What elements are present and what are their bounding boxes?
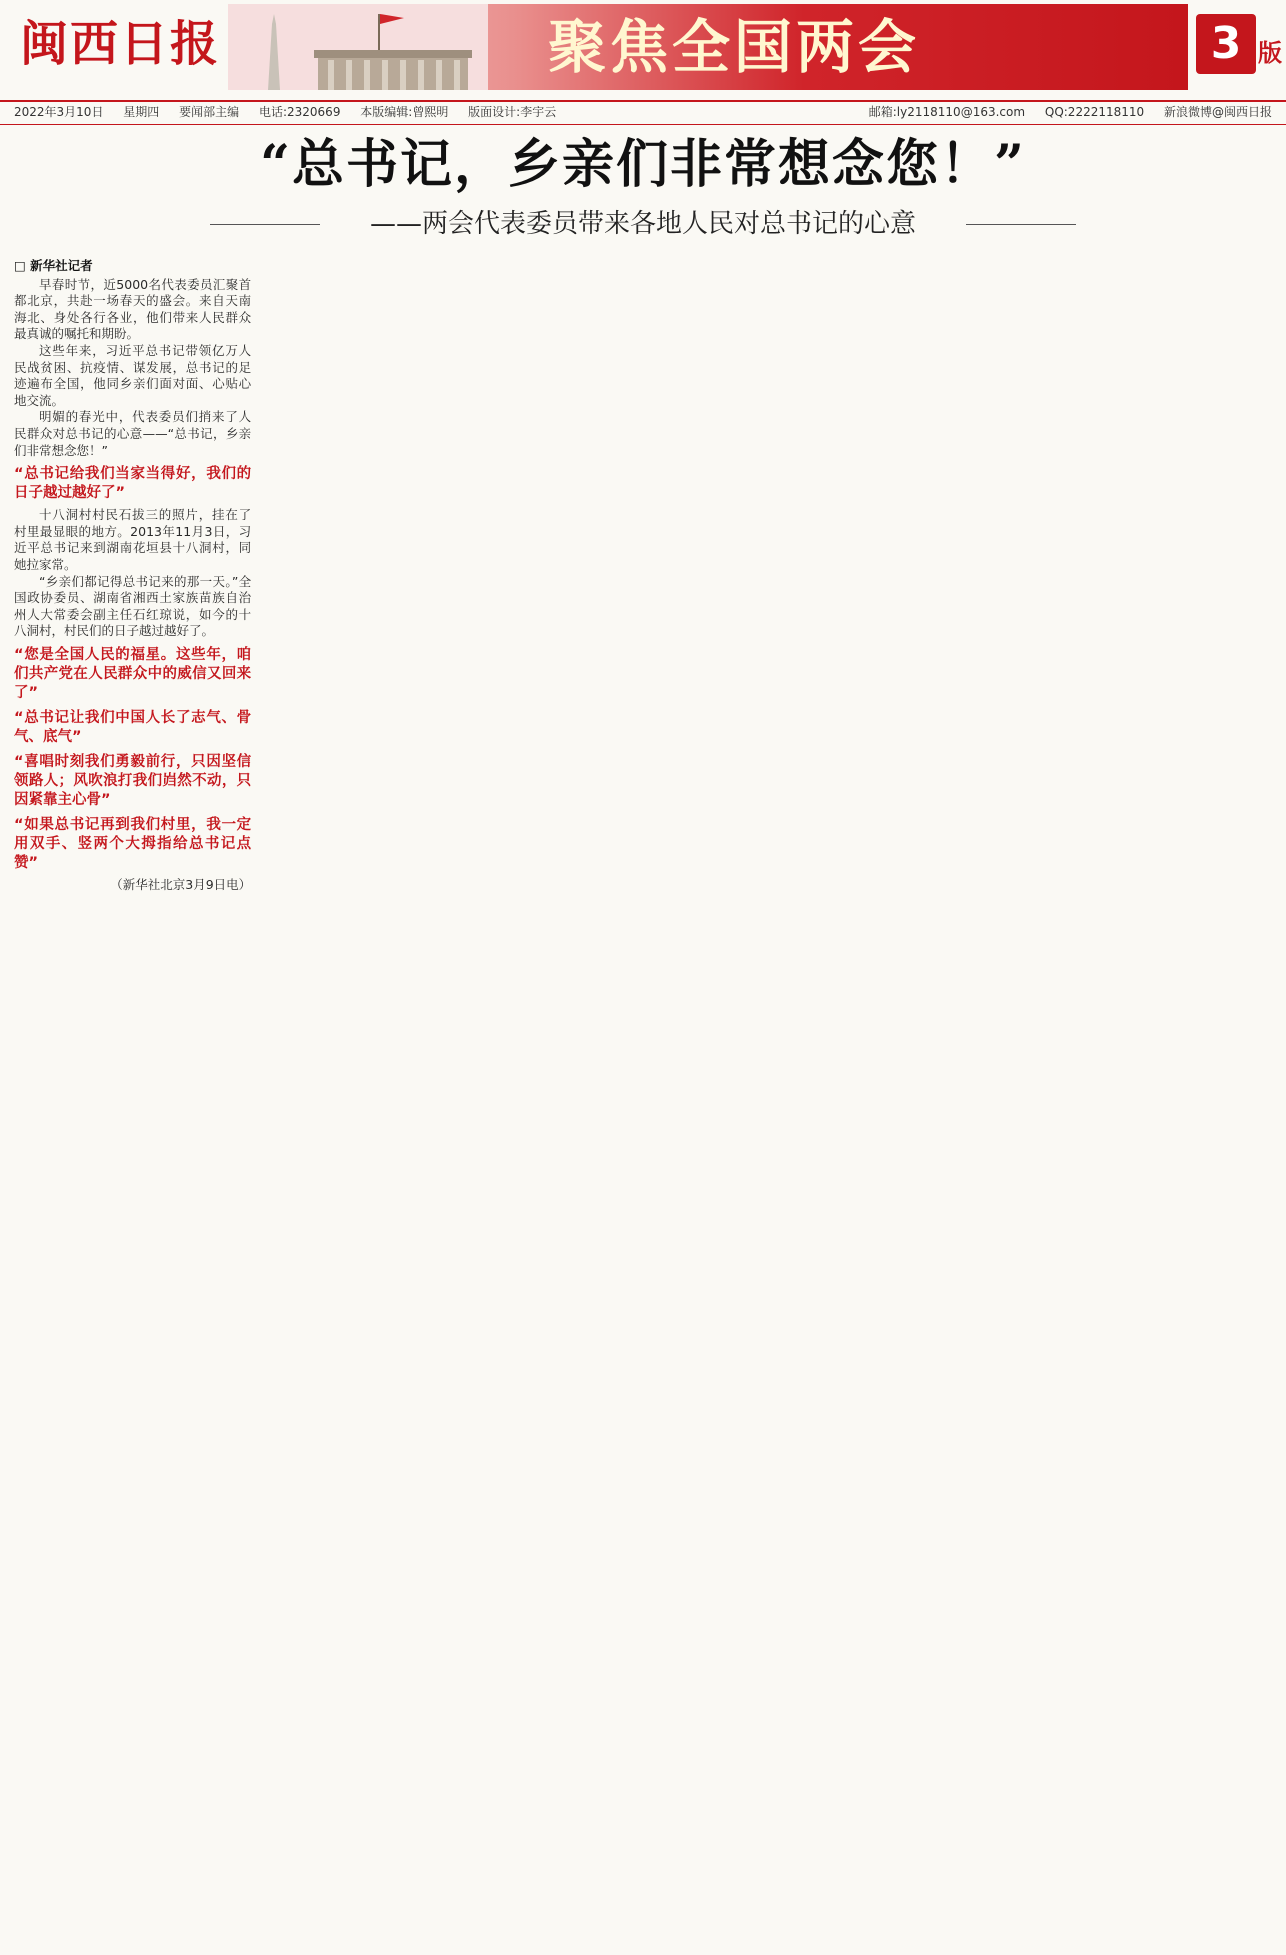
section-subhead: “如果总书记再到我们村里，我一定用双手、竖两个大拇指给总书记点赞” bbox=[14, 816, 252, 871]
page-number-suffix: 版 bbox=[1258, 39, 1282, 67]
page-number: 3 bbox=[1196, 14, 1256, 74]
banner-title: 聚焦全国两会 bbox=[548, 13, 921, 81]
page-designer: 版面设计:李宇云 bbox=[468, 105, 557, 119]
issue-date: 2022年3月10日 bbox=[14, 105, 104, 119]
article-paragraph: 明媚的春光中，代表委员们捎来了人民群众对总书记的心意——“总书记，乡亲们非常想念您！” bbox=[14, 409, 252, 458]
article-paragraph: “乡亲们都记得总书记来的那一天。”全国政协委员、湖南省湘西土家族苗族自治州人大常委会副主任石红琼说，如今的十八洞村，村民们的日子越过越好了。 bbox=[14, 573, 252, 639]
section-subhead: “喜唱时刻我们勇毅前行，只因坚信领路人；风吹浪打我们岿然不动，只因紧靠主心骨” bbox=[14, 753, 252, 808]
byline: □ 新华社记者 bbox=[14, 258, 93, 273]
section-subhead: “总书记给我们当家当得好，我们的日子越过越好了” bbox=[14, 466, 252, 502]
dateline bbox=[0, 100, 1286, 125]
contact-email: 邮箱:ly2118110@163.com bbox=[868, 105, 1026, 119]
headline: “总书记，乡亲们非常想念您！” bbox=[260, 134, 1026, 195]
hall-roof bbox=[314, 50, 472, 58]
banner bbox=[228, 4, 1188, 90]
page-editor: 本版编辑:曾熙明 bbox=[360, 105, 449, 119]
signoff: （新华社北京3月9日电） bbox=[110, 876, 252, 892]
dateline-left bbox=[14, 102, 556, 122]
article-body bbox=[14, 258, 1272, 1938]
article-paragraph: 十八洞村村民石拔三的照片，挂在了村里最显眼的地方。2013年11月3日，习近平总书记来到湖南花垣县十八洞村，同她拉家常。 bbox=[14, 507, 252, 572]
dateline-right bbox=[869, 102, 1272, 122]
contact-qq: QQ:2222118110 bbox=[1044, 105, 1145, 119]
masthead bbox=[0, 0, 1286, 100]
section-editor: 要闻部主编 bbox=[179, 105, 240, 119]
editor-phone: 电话:2320669 bbox=[258, 105, 341, 119]
article-paragraph: 这些年来，习近平总书记带领亿万人民战贫困、抗疫情、谋发展，总书记的足迹遍布全国，他同乡亲们面对面、心贴心地交流。 bbox=[14, 342, 252, 408]
monument-illustration bbox=[228, 4, 488, 90]
hall-building bbox=[318, 56, 468, 90]
contact-weibo: 新浪微博@闽西日报 bbox=[1163, 105, 1272, 119]
subheadline: ——两会代表委员带来各地人民对总书记的心意 bbox=[320, 206, 966, 242]
issue-weekday: 星期四 bbox=[123, 105, 160, 119]
article-paragraph: 早春时节，近5000名代表委员汇聚首都北京，共赴一场春天的盛会。来自天南海北、身处各行各业，他们带来人民群众最真诚的嘱托和期盼。 bbox=[14, 276, 252, 342]
section-subhead: “您是全国人民的福星。这些年，咱们共产党在人民群众中的威信又回来了” bbox=[14, 646, 252, 701]
paper-logo: 闽西日报 bbox=[20, 16, 221, 72]
section-subhead: “总书记让我们中国人长了志气、骨气、底气” bbox=[14, 709, 252, 745]
subheadline-row bbox=[0, 206, 1286, 242]
